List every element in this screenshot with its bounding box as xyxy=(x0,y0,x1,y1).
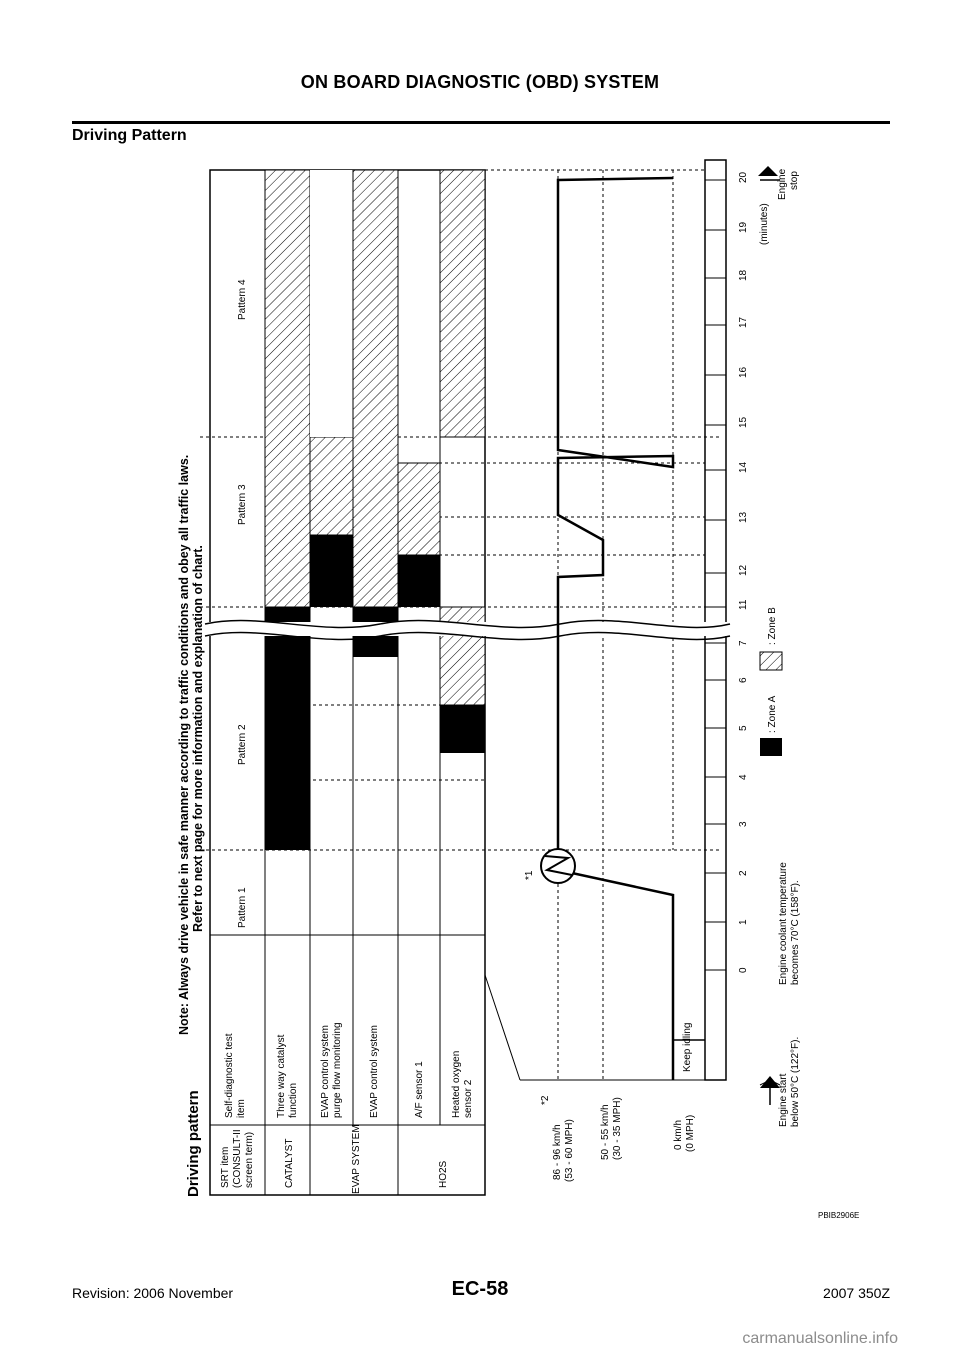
time-tick-label: 1 xyxy=(738,919,749,925)
row5-label-1: Heated oxygen xyxy=(451,1050,462,1118)
time-tick-label: 4 xyxy=(738,774,749,780)
coolant-note-2: becomes 70°C (158°F). xyxy=(790,880,801,985)
zone-a-block-af xyxy=(398,555,440,607)
time-tick-label: 18 xyxy=(738,269,749,281)
speed-high-1: 86 - 96 km/h xyxy=(552,1124,563,1180)
footer-revision: Revision: 2006 November xyxy=(72,1285,234,1301)
speed-zero-1: 0 km/h xyxy=(673,1119,684,1150)
note-line-1: Note: Always drive vehicle in safe manner according to traffic conditions and obey all traffic laws. xyxy=(177,454,191,1035)
srt-header-1: SRT item xyxy=(220,1146,231,1188)
minutes-label: (minutes) xyxy=(759,203,770,245)
pattern-3-label: Pattern 3 xyxy=(237,484,248,525)
zone-b-block-af xyxy=(398,463,440,555)
time-tick-label: 20 xyxy=(738,171,749,183)
engine-start-2: below 50°C (122°F). xyxy=(790,1036,801,1127)
warmup-symbol xyxy=(541,849,575,883)
zone-a-swatch xyxy=(760,738,782,756)
time-tick-label: 6 xyxy=(738,677,749,683)
zone-a-block-catalyst xyxy=(265,607,310,850)
section-title: Driving Pattern xyxy=(72,127,187,144)
row2-label-2: purge flow monitoring xyxy=(332,1022,343,1118)
time-tick-label: 13 xyxy=(738,511,749,523)
zone-b-swatch xyxy=(760,652,782,670)
time-tick-labels xyxy=(738,171,749,973)
row3-label: EVAP control system xyxy=(369,1025,380,1118)
zone-b-block-purge xyxy=(310,437,353,535)
footer-model: 2007 350Z xyxy=(823,1285,890,1301)
engine-start-arrow-icon xyxy=(760,1076,780,1105)
row4-label: A/F sensor 1 xyxy=(414,1061,425,1118)
coolant-note-1: Engine coolant temperature xyxy=(778,862,789,985)
group-evap: EVAP SYSTEM xyxy=(351,1124,362,1194)
zone-a-block-purge xyxy=(310,535,353,607)
zone-b-block-purge-p4 xyxy=(310,170,353,437)
engine-stop-1: Engine xyxy=(777,168,788,200)
time-tick-label: 15 xyxy=(738,416,749,428)
label-leader-line xyxy=(485,975,520,1080)
engine-stop-2: stop xyxy=(789,171,800,190)
zone-a-block-ho2s xyxy=(440,705,485,753)
speed-zero-2: (0 MPH) xyxy=(685,1114,696,1152)
row5-label-2: sensor 2 xyxy=(463,1079,474,1118)
self-diag-header-2: item xyxy=(236,1099,247,1118)
figure-code: PBIB2906E xyxy=(818,1211,860,1220)
zone-b-block-ho2s-p4 xyxy=(440,170,485,437)
srt-header-3: screen term) xyxy=(244,1131,255,1188)
pattern-1-label: Pattern 1 xyxy=(237,887,248,928)
self-diag-header-1: Self-diagnostic test xyxy=(224,1033,235,1118)
time-tick-label: 0 xyxy=(738,967,749,973)
time-tick-label: 12 xyxy=(738,564,749,576)
note-line-2: Refer to next page for more information and explanation of chart. xyxy=(191,545,205,932)
group-catalyst: CATALYST xyxy=(284,1138,295,1188)
star1-label: *1 xyxy=(524,870,535,880)
pattern-2-label: Pattern 2 xyxy=(237,724,248,765)
zone-b-block-catalyst xyxy=(265,170,310,607)
time-tick-label: 7 xyxy=(738,640,749,646)
footer-page-number: EC-58 xyxy=(451,1278,509,1300)
pattern-4-label: Pattern 4 xyxy=(237,279,248,320)
time-tick-label: 2 xyxy=(738,870,749,876)
speed-high-note: *2 xyxy=(540,1095,551,1105)
time-tick-label: 11 xyxy=(738,599,749,610)
page-header-title: ON BOARD DIAGNOSTIC (OBD) SYSTEM xyxy=(300,72,660,92)
time-ticks xyxy=(705,180,726,970)
time-tick-label: 17 xyxy=(738,316,749,328)
keep-idling-label: Keep idling xyxy=(682,1022,693,1072)
zone-a-label: : Zone A xyxy=(767,695,778,733)
engine-start-1: Engine start xyxy=(778,1073,789,1127)
time-tick-label: 5 xyxy=(738,725,749,731)
srt-header-2: (CONSULT-II xyxy=(232,1129,243,1188)
group-ho2s: HO2S xyxy=(438,1160,449,1188)
speed-mid-2: (30 - 35 MPH) xyxy=(612,1097,623,1160)
diagram-title: Driving pattern xyxy=(185,1090,202,1197)
footer-watermark: carmanualsonline.info xyxy=(742,1330,898,1347)
row2-label-1: EVAP control system xyxy=(320,1025,331,1118)
speed-mid-1: 50 - 55 km/h xyxy=(600,1104,611,1160)
row1-label-1: Three way catalyst xyxy=(276,1034,287,1118)
time-tick-label: 14 xyxy=(738,461,749,473)
row1-label-2: function xyxy=(288,1082,299,1118)
time-tick-label: 16 xyxy=(738,366,749,378)
zone-b-label: : Zone B xyxy=(767,607,778,645)
zone-b-block-evap xyxy=(353,170,398,607)
speed-high-2: (53 - 60 MPH) xyxy=(564,1119,575,1182)
time-tick-label: 19 xyxy=(738,221,749,233)
zone-blocks xyxy=(265,170,485,850)
time-tick-label: 3 xyxy=(738,821,749,827)
